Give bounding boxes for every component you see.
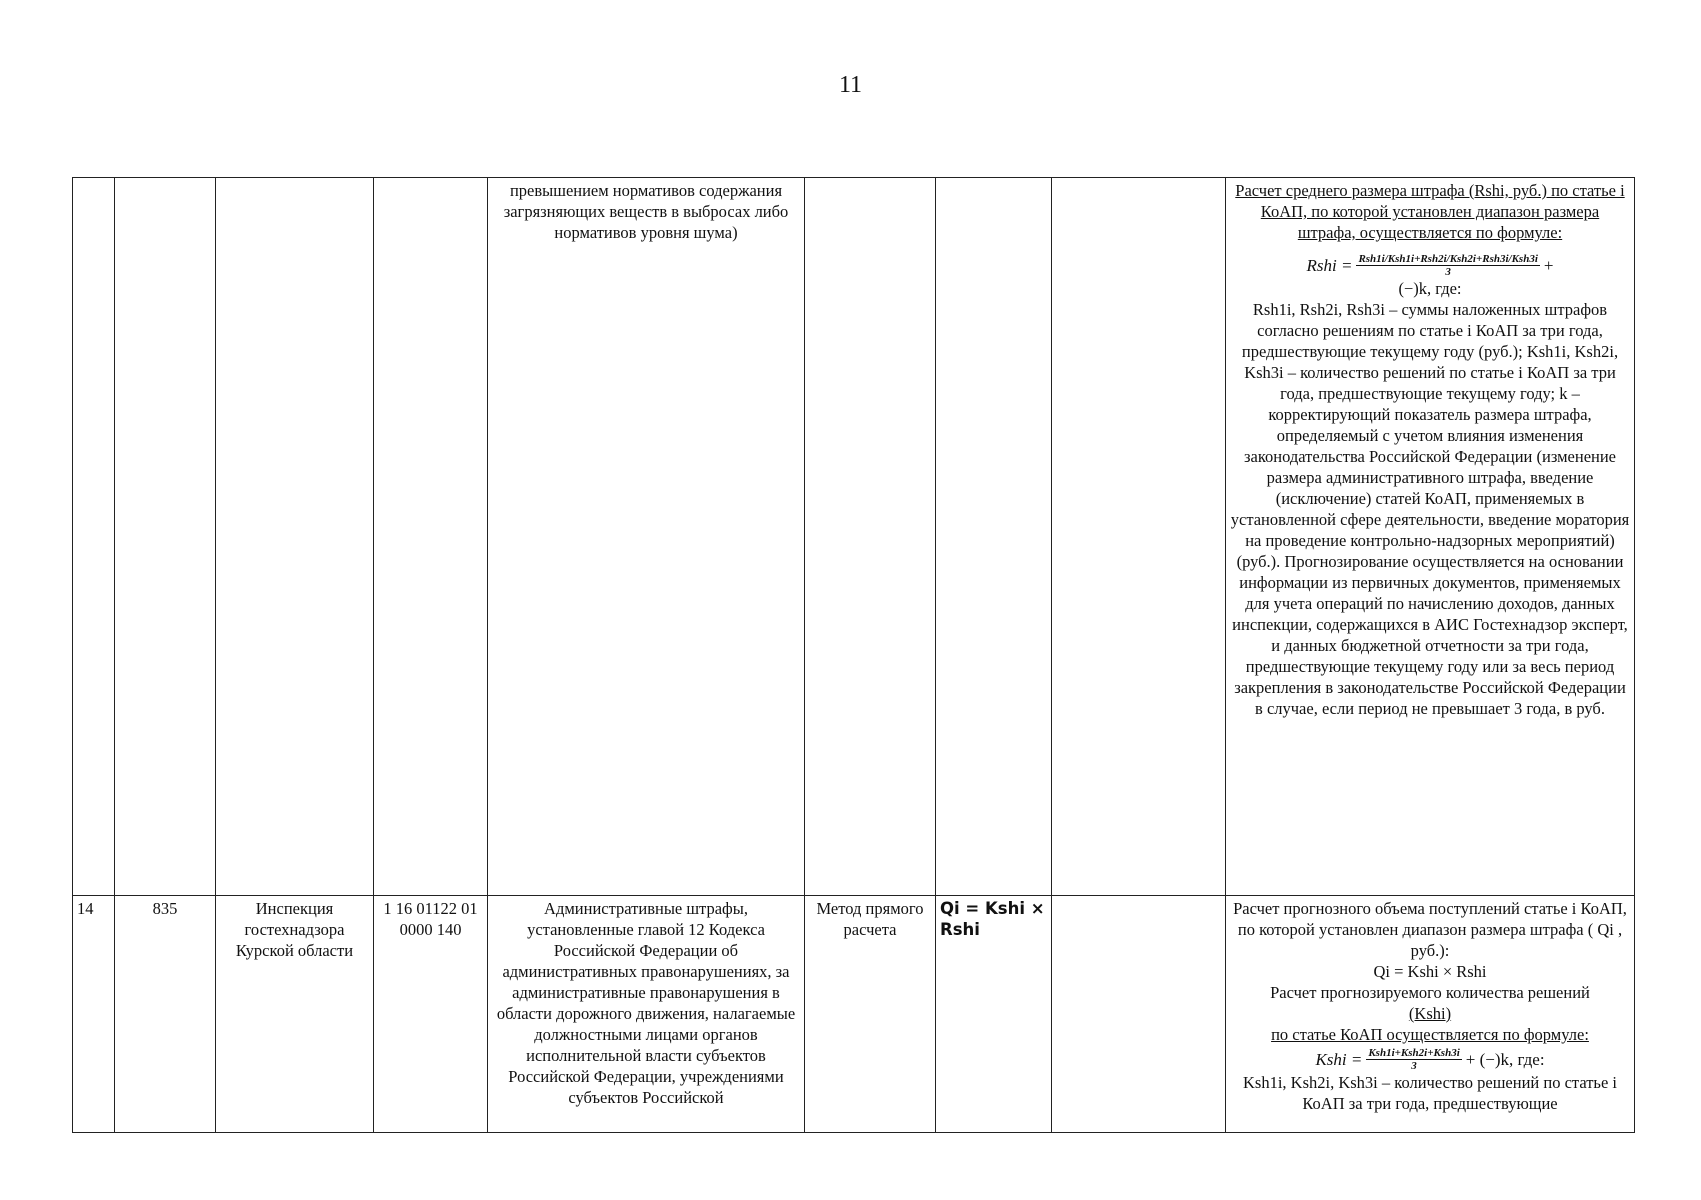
calc-intro: Расчет прогнозного объема поступлений статье i КоАП, по которой установлен диапазон размера штрафа ( Qi , руб.): [1233, 899, 1627, 960]
formula-fraction [1356, 253, 1539, 278]
cell-formula: Qi = Kshi × Rshi [936, 896, 1052, 1133]
description-text: превышением нормативов содержания загрязняющих веществ в выбросах либо нормативов уровня шума) [503, 181, 789, 242]
cell-description [488, 178, 805, 896]
kshi-formula [1230, 1047, 1630, 1072]
cell-num: 14 [73, 896, 115, 1133]
calc-title: Расчет среднего размера штрафа (Rshi, руб.) по статье i КоАП, по которой установлен диапазон размера штрафа, осуществляется по формуле: [1235, 181, 1625, 242]
table-row-continued [73, 178, 1635, 896]
cell-num [73, 178, 115, 896]
formula-plus: + [1543, 256, 1554, 275]
table-row-14 [73, 896, 1635, 1133]
formula-fraction [1366, 1047, 1461, 1072]
formula-numerator: Ksh1i+Ksh2i+Ksh3i [1368, 1047, 1460, 1059]
cell-formula [936, 178, 1052, 896]
formula-denominator: 3 [1411, 1060, 1417, 1072]
cell-empty [1052, 178, 1226, 896]
rshi-formula [1230, 253, 1630, 278]
revenue-forecast-table [72, 177, 1635, 1133]
calc-equation: Qi = Kshi × Rshi [1373, 962, 1487, 981]
formula-lhs: Rshi = [1306, 256, 1353, 275]
calc-count-formula-label: по статье КоАП осуществляется по формуле: [1271, 1025, 1589, 1044]
cell-empty [1052, 896, 1226, 1133]
calc-body: Ksh1i, Ksh2i, Ksh3i – количество решений по статье i КоАП за три года, предшествующие [1243, 1073, 1617, 1113]
formula-denominator: 3 [1445, 266, 1451, 278]
page-number: 11 [838, 72, 863, 98]
cell-code [115, 178, 216, 896]
cell-kbk [374, 178, 488, 896]
cell-org: Инспекция гостехнадзора Курской области [216, 896, 374, 1133]
cell-method [805, 178, 936, 896]
formula-lhs: Kshi = [1315, 1050, 1363, 1069]
calc-count-title: Расчет прогнозируемого количества решений [1270, 983, 1590, 1002]
cell-description: Административные штрафы, установленные главой 12 Кодекса Российской Федерации об административных правонарушениях, за административные правонарушения в области дорожного движения, налагаемые должностными лицами органов исполнительной власти субъектов Российской Федерации, учреждениями субъектов Российской [488, 896, 805, 1133]
formula-numerator: Rsh1i/Ksh1i+Rsh2i/Ksh2i+Rsh3i/Ksh3i [1358, 253, 1538, 265]
cell-calculation [1226, 178, 1635, 896]
cell-org [216, 178, 374, 896]
cell-calculation [1226, 896, 1635, 1133]
formula-tail: (−)k, где: [1398, 279, 1462, 298]
formula-tail: + (−)k, где: [1465, 1050, 1545, 1069]
calc-count-var: (Kshi) [1408, 1004, 1452, 1023]
cell-code: 835 [115, 896, 216, 1133]
cell-method: Метод прямого расчета [805, 896, 936, 1133]
cell-kbk: 1 16 01122 01 0000 140 [374, 896, 488, 1133]
calc-body: Rsh1i, Rsh2i, Rsh3i – суммы наложенных штрафов согласно решениям по статье i КоАП за три года, предшествующие текущему году (руб.); Ksh1i, Ksh2i, Ksh3i – количество решений по статье i КоАП за три года, предшествующие текущему году; k – корректирующий показатель размера штрафа, определяемый с учетом влияния изменения законодательства Российской Федерации (изменение размера административного штрафа, введение (исключение) статей КоАП, применяемых в установленной сфере деятельности, введение моратория на проведение контрольно-надзорных мероприятий) (руб.). Прогнозирование осуществляется на основании информации из первичных документов, применяемых для учета операций по начислению доходов, данных инспекции, содержащихся в АИС Гостехнадзор эксперт, и данных бюджетной отчетности за три года, предшествующие текущему году или за весь период закрепления в законодательстве Российской Федерации в случае, если период не превышает 3 года, в руб. [1230, 300, 1630, 718]
